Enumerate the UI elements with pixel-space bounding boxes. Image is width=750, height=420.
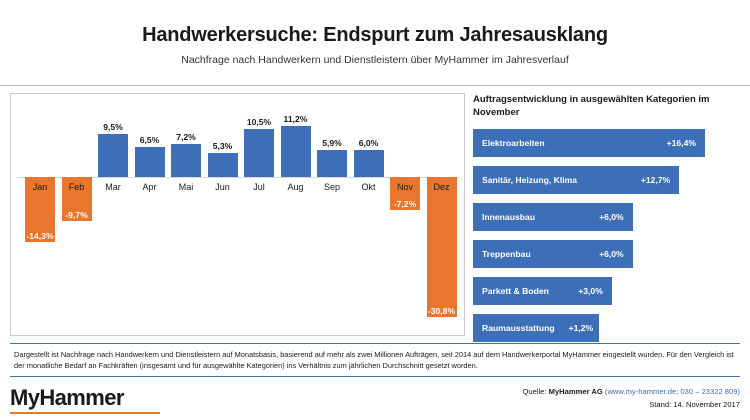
bar-sep[interactable]	[317, 150, 347, 177]
bar-jun[interactable]	[208, 153, 238, 177]
bar-aug[interactable]	[281, 126, 311, 177]
source-url[interactable]: (www.my-hammer.de; 030 – 23322 809)	[604, 387, 740, 396]
bar-value-label: 11,2%	[283, 114, 308, 125]
bar-value-label: -9,7%	[65, 210, 88, 221]
category-value: +3,0%	[578, 286, 603, 296]
bar-value-label: -14,3%	[26, 231, 54, 242]
bar-column[interactable]	[244, 94, 274, 335]
category-list	[473, 129, 740, 342]
x-tick-label: Jan	[32, 182, 48, 192]
category-label: Raumausstattung	[482, 323, 555, 333]
bar-column[interactable]	[171, 94, 201, 335]
category-panel	[473, 93, 740, 351]
category-row[interactable]	[473, 277, 740, 305]
x-tick-label: Jul	[253, 182, 265, 192]
bar-mar[interactable]	[98, 134, 128, 177]
category-value: +6,0%	[599, 249, 624, 259]
bar-value-label: 9,5%	[103, 121, 123, 132]
x-tick-label: Feb	[68, 182, 85, 192]
x-tick-label: Nov	[396, 182, 413, 192]
bar-apr[interactable]	[135, 147, 165, 177]
bar-dez[interactable]	[427, 177, 457, 317]
logo-underline	[10, 412, 160, 414]
bar-value-label: 5,3%	[212, 140, 233, 151]
x-tick-label: Mar	[105, 182, 121, 192]
category-label: Treppenbau	[482, 249, 531, 259]
source-prefix: Quelle:	[522, 387, 549, 396]
category-value: +16,4%	[666, 138, 696, 148]
bar-column[interactable]	[25, 94, 55, 335]
x-tick-label: Apr	[142, 182, 157, 192]
category-value: +6,0%	[599, 212, 624, 222]
page-subtitle: Nachfrage nach Handwerkern und Dienstleistern über MyHammer im Jahresverlauf	[181, 54, 569, 66]
header	[0, 0, 750, 86]
bar-column[interactable]	[98, 94, 128, 335]
category-label: Parkett & Boden	[482, 286, 549, 296]
bar-column[interactable]	[135, 94, 165, 335]
category-row[interactable]	[473, 203, 740, 231]
category-row[interactable]	[473, 240, 740, 268]
source-company: MyHammer AG	[548, 387, 603, 396]
bar-value-label: -7,2%	[393, 198, 417, 209]
x-tick-label: Jun	[215, 182, 230, 192]
bar-column[interactable]	[354, 94, 384, 335]
category-value: +1,2%	[568, 323, 594, 333]
category-bar[interactable]	[473, 277, 612, 305]
category-label: Sanitär, Heizung, Klima	[482, 175, 578, 185]
bar-column[interactable]	[317, 94, 347, 335]
bar-column[interactable]	[427, 94, 457, 335]
stand-date: Stand: 14. November 2017	[649, 400, 740, 409]
category-bar[interactable]	[473, 129, 705, 157]
bar-column[interactable]	[208, 94, 238, 335]
bar-value-label: -30,8%	[427, 306, 456, 317]
category-label: Innenausbau	[482, 212, 536, 222]
source-line	[522, 387, 740, 396]
footnote: Dargestellt ist Nachfrage nach Handwerkern und Dienstleistern auf Monatsbasis, basierend auf mehr als zwei Millionen Aufträgen, seit 2014 auf dem Handwerkerportal MyHammer eingestellt wurden. Für den Vergleich ist der monatliche Bedarf an Fachkräften (insgesamt und für ausgewählte Kategorien) ins Verhältnis zum jährlichen Durchschnitt gesetzt worden.	[10, 343, 740, 377]
category-bar[interactable]	[473, 314, 599, 342]
page-title: Handwerkersuche: Endspurt zum Jahresausklang	[142, 24, 608, 46]
category-panel-title: Auftragsentwicklung in ausgewählten Kategorien im November	[473, 94, 710, 118]
bar-column[interactable]	[281, 94, 311, 335]
bar-column[interactable]	[62, 94, 92, 335]
bar-jul[interactable]	[244, 129, 274, 177]
category-row[interactable]	[473, 314, 740, 342]
bar-mai[interactable]	[171, 144, 201, 177]
category-bar[interactable]	[473, 203, 633, 231]
x-tick-label: Okt	[361, 182, 376, 192]
bar-okt[interactable]	[354, 150, 384, 177]
category-label: Elektroarbeiten	[482, 138, 545, 148]
bar-value-label: 6,5%	[139, 135, 160, 146]
bar-value-label: 6,0%	[358, 137, 379, 148]
x-tick-label: Dez	[433, 182, 450, 192]
category-value: +12,7%	[640, 175, 671, 185]
x-tick-label: Mai	[178, 182, 194, 192]
category-row[interactable]	[473, 129, 740, 157]
category-row[interactable]	[473, 166, 740, 194]
x-tick-label: Sep	[323, 182, 340, 192]
bar-value-label: 7,2%	[176, 132, 196, 143]
bar-column[interactable]	[390, 94, 420, 335]
category-bar[interactable]	[473, 240, 633, 268]
chart-panel	[10, 93, 465, 336]
x-tick-label: Aug	[287, 182, 304, 192]
myhammer-logo: MyHammer	[10, 385, 124, 410]
footer	[0, 381, 750, 420]
bar-chart-plot	[11, 94, 464, 335]
bar-value-label: 5,9%	[322, 138, 342, 149]
bar-value-label: 10,5%	[246, 117, 272, 128]
category-bar[interactable]	[473, 166, 679, 194]
